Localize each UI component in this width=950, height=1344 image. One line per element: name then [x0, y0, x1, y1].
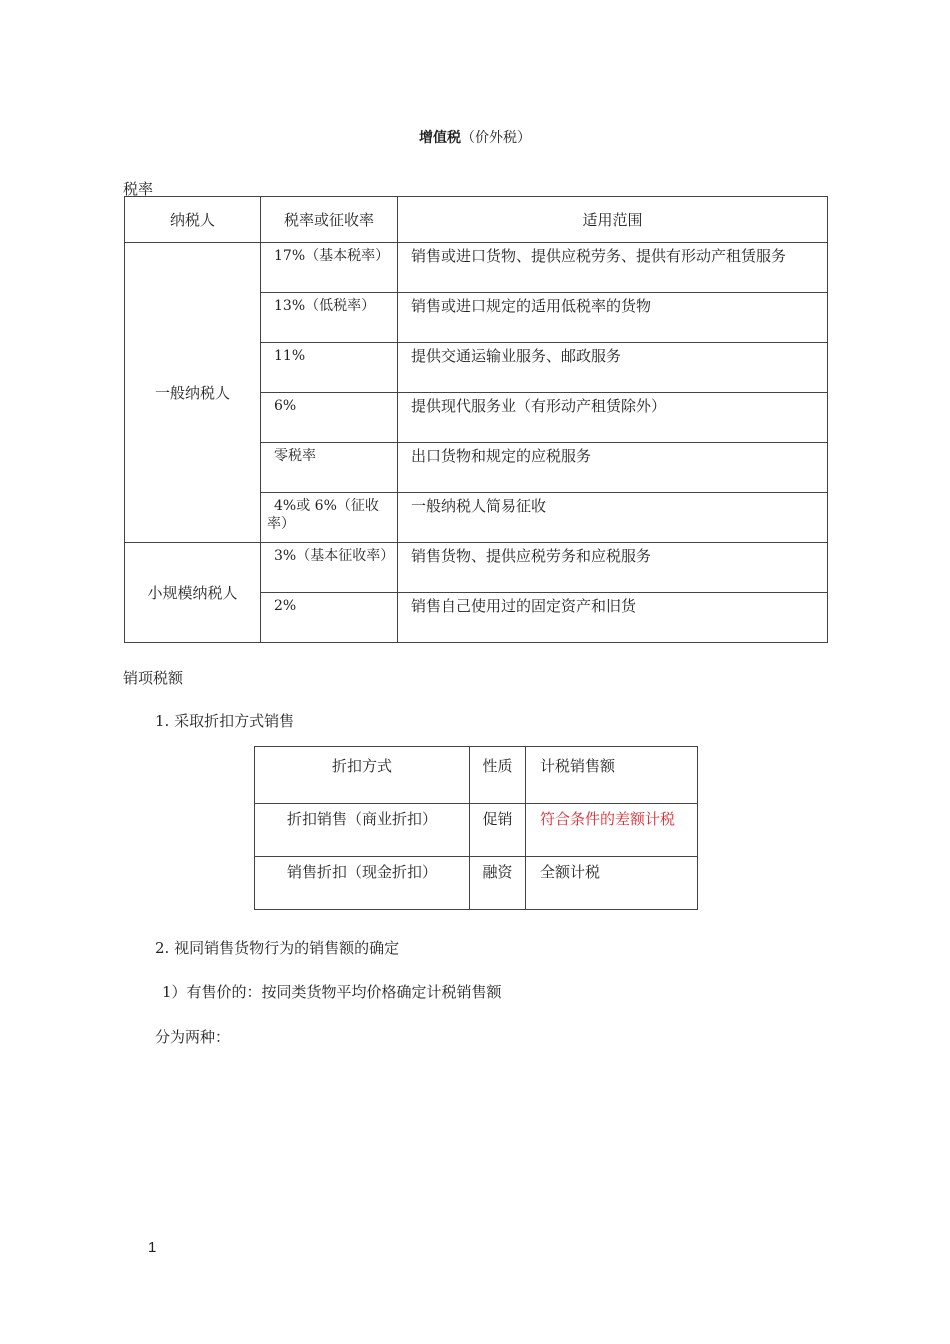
scope-value: 一般纳税人简易征收	[411, 497, 547, 515]
scope-cell	[398, 343, 828, 393]
document-title	[0, 127, 950, 147]
rate-value: 13%（低税率）	[274, 298, 376, 314]
scope-value: 销售或进口货物、提供应税劳务、提供有形动产租赁服务	[411, 247, 787, 265]
header-taxpayer: 纳税人	[125, 197, 261, 243]
taxable-amount-cell	[526, 804, 698, 857]
title-main: 增值税	[419, 130, 461, 146]
table-header-row	[255, 747, 698, 804]
rate-cell	[261, 543, 398, 593]
list-item-deemed-sales: 2. 视同销售货物行为的销售额的确定	[155, 939, 400, 957]
rate-value: 6%	[274, 398, 297, 414]
rate-value: 4%或 6%（征收率）	[267, 498, 379, 532]
scope-cell	[398, 243, 828, 293]
discount-method-cell: 销售折扣（现金折扣）	[255, 857, 470, 910]
scope-value: 提供现代服务业（有形动产租赁除外）	[411, 397, 667, 415]
rate-cell	[261, 593, 398, 643]
taxable-amount-highlighted: 符合条件的差额计税	[540, 810, 676, 828]
tax-rate-table	[124, 196, 828, 643]
rate-value: 17%（基本税率）	[274, 248, 390, 264]
nature-cell: 促销	[470, 804, 526, 857]
discount-method-cell: 折扣销售（商业折扣）	[255, 804, 470, 857]
taxable-amount-value: 全额计税	[540, 863, 601, 881]
rate-cell	[261, 393, 398, 443]
rate-value: 2%	[274, 598, 297, 614]
rate-cell	[261, 343, 398, 393]
taxpayer-general: 一般纳税人	[125, 243, 261, 543]
scope-cell	[398, 393, 828, 443]
page-number: 1	[148, 1239, 157, 1256]
table-row	[125, 543, 828, 593]
rate-cell	[261, 293, 398, 343]
rate-cell	[261, 243, 398, 293]
taxpayer-small-scale: 小规模纳税人	[125, 543, 261, 643]
header-nature: 性质	[470, 747, 526, 804]
scope-cell	[398, 493, 828, 543]
header-taxable-amount	[526, 747, 698, 804]
scope-cell	[398, 543, 828, 593]
rate-value: 零税率	[274, 448, 316, 464]
scope-cell	[398, 443, 828, 493]
rate-value: 11%	[274, 348, 306, 364]
table-row	[255, 804, 698, 857]
section-heading-output-tax: 销项税额	[123, 669, 184, 687]
header-scope: 适用范围	[398, 197, 828, 243]
header-taxable-amount-label: 计税销售额	[540, 757, 616, 775]
table-header-row	[125, 197, 828, 243]
table-row	[125, 243, 828, 293]
header-discount-method: 折扣方式	[255, 747, 470, 804]
table-row	[255, 857, 698, 910]
scope-value: 销售货物、提供应税劳务和应税服务	[411, 547, 652, 565]
scope-value: 提供交通运输业服务、邮政服务	[411, 347, 622, 365]
discount-table	[254, 746, 698, 910]
section-heading-rates: 税率	[123, 180, 154, 198]
title-paren: （价外税）	[461, 130, 531, 146]
scope-value: 销售或进口规定的适用低税率的货物	[411, 297, 652, 315]
note-two-types: 分为两种：	[155, 1028, 231, 1046]
scope-cell	[398, 593, 828, 643]
rate-cell	[261, 443, 398, 493]
rate-cell	[261, 493, 398, 543]
list-item-discount-sales: 1. 采取折扣方式销售	[155, 712, 295, 730]
nature-cell: 融资	[470, 857, 526, 910]
scope-value: 销售自己使用过的固定资产和旧货	[411, 597, 637, 615]
scope-value: 出口货物和规定的应税服务	[411, 447, 592, 465]
header-rate: 税率或征收率	[261, 197, 398, 243]
sub-item-with-price: 1）有售价的：按同类货物平均价格确定计税销售额	[162, 983, 502, 1001]
rate-value: 3%（基本征收率）	[274, 548, 395, 564]
taxable-amount-cell	[526, 857, 698, 910]
scope-cell	[398, 293, 828, 343]
